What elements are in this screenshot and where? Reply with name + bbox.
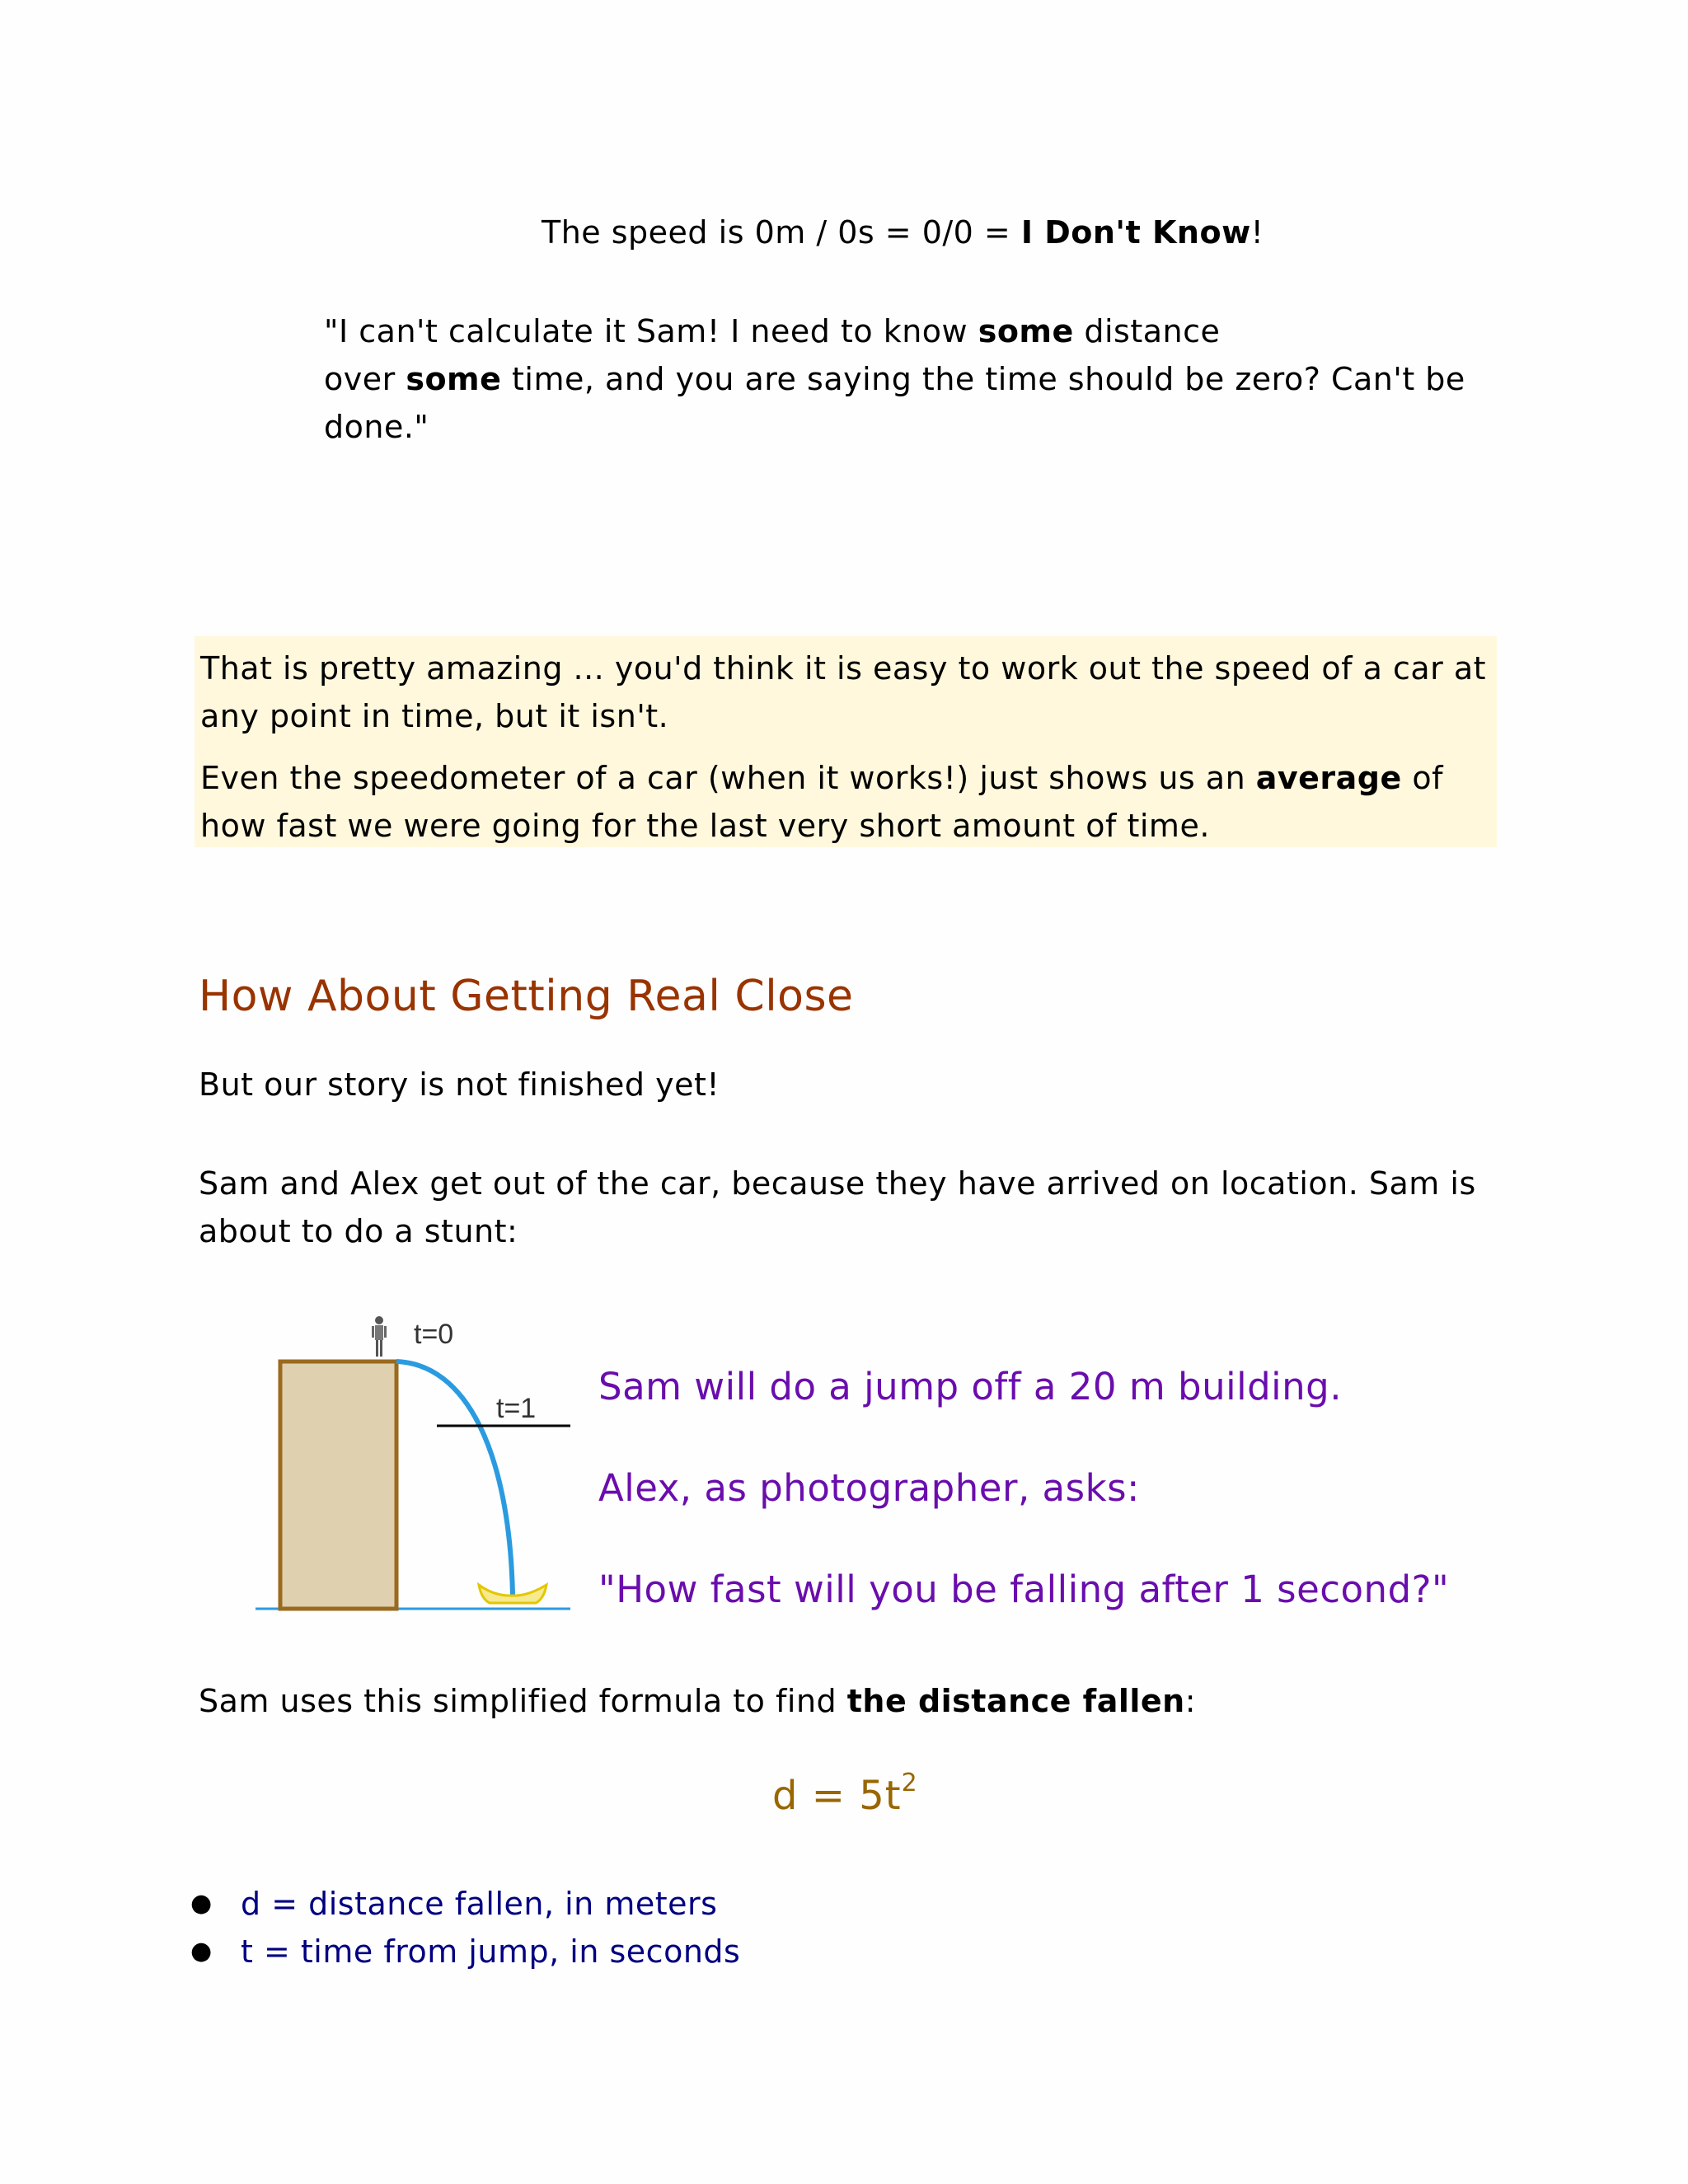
quote-text: distance <box>1073 313 1221 349</box>
note-line: any point in time, but it isn't. <box>200 698 669 734</box>
stunt-line-1: Sam will do a jump off a 20 m building. <box>598 1365 1343 1408</box>
stunt-line-2: Alex, as photographer, asks: <box>598 1466 1140 1510</box>
note-line <box>200 754 1494 802</box>
stunt-line-3: "How fast will you be falling after 1 second?" <box>598 1568 1450 1611</box>
bullet-icon: ● <box>190 1937 213 1966</box>
quote-text: over <box>324 361 406 397</box>
speed-text: The speed is 0m / 0s = 0/0 = <box>542 214 1021 251</box>
person-icon <box>372 1316 387 1357</box>
formula-intro-suffix: : <box>1184 1683 1197 1719</box>
note-text: of <box>1401 760 1443 796</box>
note-line: how fast we were going for the last very short amount of time. <box>200 808 1210 844</box>
stunt-diagram <box>247 1310 577 1615</box>
note-paragraph-1 <box>200 644 1494 740</box>
alex-quote <box>324 307 1494 451</box>
label-t1: t=1 <box>496 1393 537 1424</box>
bullet-icon: ● <box>190 1889 213 1918</box>
label-t0: t=0 <box>414 1319 454 1350</box>
story-line: But our story is not finished yet! <box>199 1066 720 1103</box>
arrival-line: Sam and Alex get out of the car, because they have arrived on location. Sam is <box>199 1165 1476 1202</box>
quote-text: "I can't calculate it Sam! I need to know <box>324 313 978 349</box>
quote-line-1 <box>324 307 1494 355</box>
formula-exponent: 2 <box>901 1769 918 1797</box>
quote-bold: some <box>978 313 1074 349</box>
note-bold: average <box>1255 760 1402 796</box>
quote-text: time, and you are saying the time should be zero? Can't be <box>501 361 1465 397</box>
note-text: Even the speedometer of a car (when it works!) just shows us an <box>200 760 1256 796</box>
speed-suffix: ! <box>1250 214 1264 251</box>
list-item-text: d = distance fallen, in meters <box>241 1886 718 1922</box>
list-item <box>185 1880 740 1928</box>
formula-base: d = 5t <box>772 1773 902 1819</box>
arrival-paragraph <box>199 1160 1501 1255</box>
highlight-note-box <box>195 636 1497 847</box>
section-heading: How About Getting Real Close <box>199 972 854 1021</box>
building <box>280 1361 396 1609</box>
formula-intro-bold: the distance fallen <box>846 1683 1185 1719</box>
formula-intro <box>199 1677 1196 1725</box>
quote-bold: some <box>406 361 502 397</box>
speed-answer: I Don't Know <box>1020 214 1251 251</box>
list-item <box>185 1928 740 1975</box>
quote-line-3: done." <box>324 409 429 445</box>
arrival-line: about to do a stunt: <box>199 1213 518 1249</box>
note-line: That is pretty amazing ... you'd think it is easy to work out the speed of a car at <box>200 650 1487 687</box>
quote-line-2 <box>324 355 1494 403</box>
note-paragraph-2 <box>200 754 1494 850</box>
trajectory-curve <box>396 1361 513 1595</box>
variable-list <box>185 1880 740 1975</box>
list-item-text: t = time from jump, in seconds <box>241 1933 741 1970</box>
distance-formula <box>772 1769 918 1822</box>
speed-result-line <box>542 209 1283 256</box>
formula-intro-text: Sam uses this simplified formula to find <box>199 1683 847 1719</box>
